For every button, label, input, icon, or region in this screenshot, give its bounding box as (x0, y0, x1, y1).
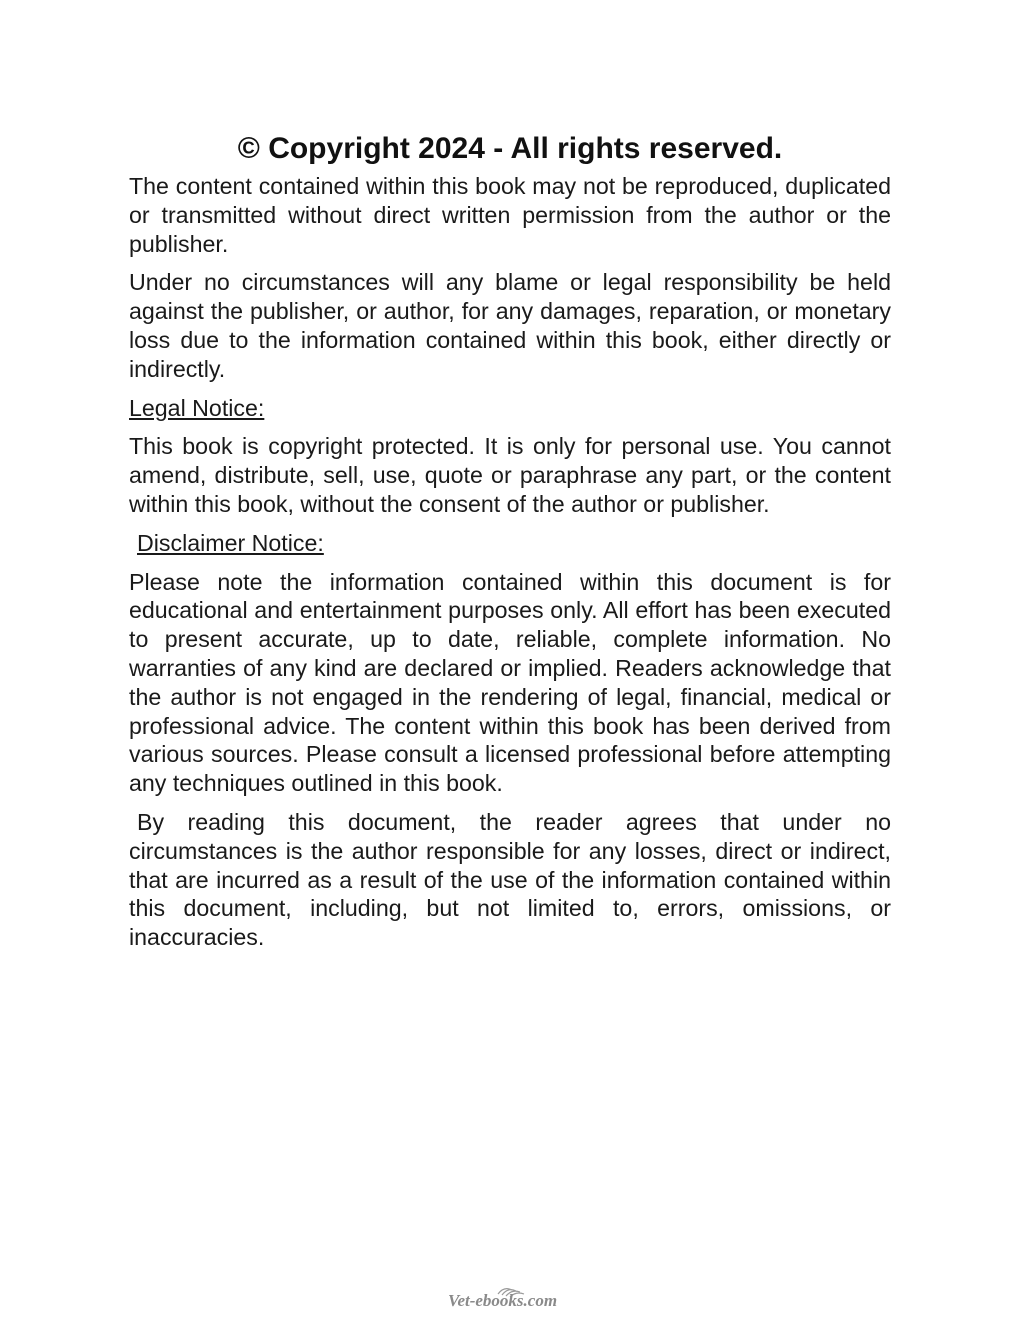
vet-ebooks-logo (446, 1284, 576, 1314)
paragraph-reproduction: The content contained within this book may not be reproduced, duplicated or transmitted without direct written permission from the author or the publisher. (129, 173, 891, 257)
paragraph-agreement: By reading this document, the reader agrees that under no circumstances is the author responsible for any losses, direct or indirect, that are incurred as a result of the use of the information contained within this document, including, but not limited to, errors, omissions, or inaccuracies. (129, 808, 891, 951)
paragraph-disclaimer: Please note the information contained within this document is for educational and entertainment purposes only. All effort has been executed to present accurate, up to date, reliable, complete information. No warranties of any kind are declared or implied. Readers acknowledge that the author is not engaged in the rendering of legal, financial, medical or professional advice. The content within this book has been derived from various sources. Please consult a licensed professional before attempting any techniques outlined in this book. (129, 568, 891, 797)
disclaimer-notice-heading (129, 529, 891, 558)
paragraph-liability: Under no circumstances will any blame or legal responsibility be held against the publisher, or author, for any damages, reparation, or monetary loss due to the information contained within this book, either directly or indirectly. (129, 269, 891, 382)
paragraph-legal-notice: This book is copyright protected. It is only for personal use. You cannot amend, distribute, sell, use, quote or paraphrase any part, or the content within this book, without the consent of the author or publisher. (129, 433, 891, 517)
document-page (129, 130, 891, 962)
vet-ebooks-logo-text: Vet-ebooks.com (448, 1291, 558, 1310)
disclaimer-notice-heading-text: Disclaimer Notice: (137, 529, 324, 556)
vet-ebooks-logo-graphic (446, 1284, 576, 1314)
copyright-title: © Copyright 2024 - All rights reserved. (237, 132, 783, 165)
legal-notice-heading (129, 394, 891, 423)
legal-notice-heading-text: Legal Notice: (129, 394, 265, 421)
